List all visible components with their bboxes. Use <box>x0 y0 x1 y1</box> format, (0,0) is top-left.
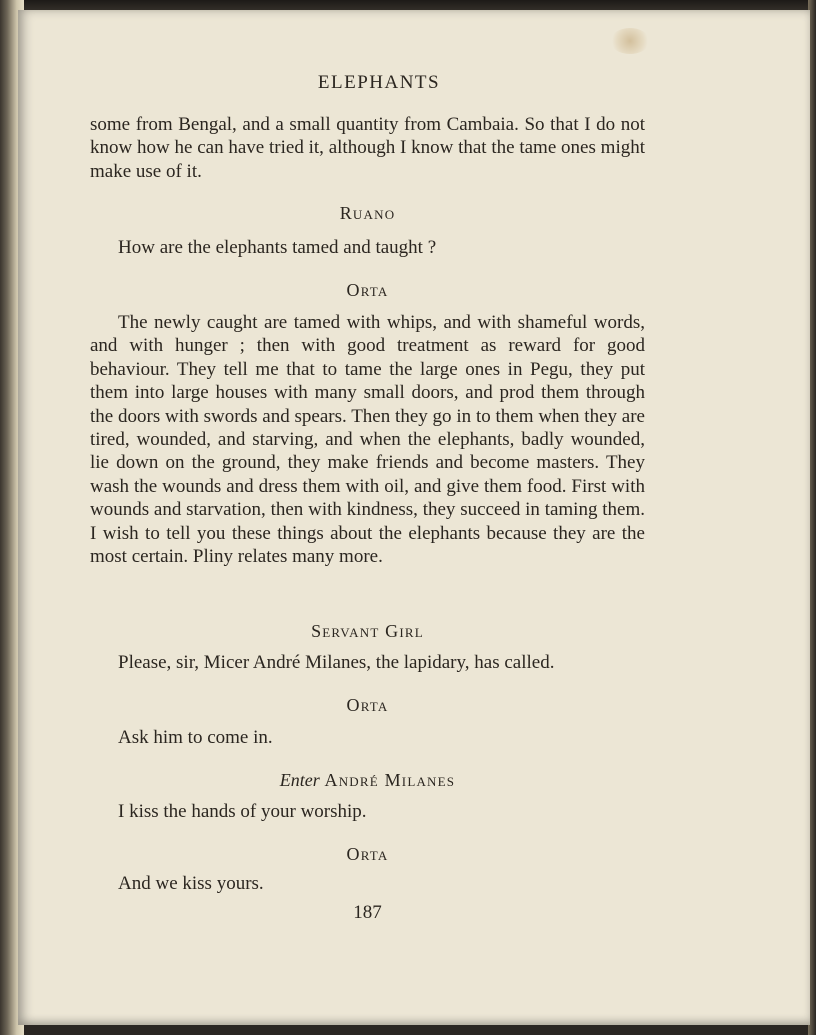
paragraph-question: How are the elephants tamed and taught ? <box>118 237 437 258</box>
paragraph-continuation: some from Bengal, and a small quantity from Cambaia. So that I do not know how he can have tried it, although I know that the tame ones might make use of it. <box>90 114 645 182</box>
speaker-heading-orta-2: Orta <box>346 695 389 715</box>
stage-direction-verb: Enter <box>279 770 320 790</box>
speaker-heading-orta: Orta <box>346 280 389 300</box>
paragraph-reply: And we kiss yours. <box>118 873 264 894</box>
paragraph-taming: The newly caught are tamed with whips, and with shameful words, and with hunger ; then with good treatment as reward for good behaviour. They tell me that to tame the large ones in Pegu, they put them into large houses with many small doors, and prod them through the doors with swords and spears. Then they go in to them when they are tired, wounded, and starving, and when the elephants, badly wounded, lie down on the ground, they make friends and become masters. They wash the wounds and dress them with oil, and give them food. First with wounds and starvation, then with kindness, they succeed in taming them. I wish to tell you these things about the elephants because they are the most certain. Pliny relates many more. <box>90 312 645 568</box>
paragraph-kiss: I kiss the hands of your worship. <box>118 801 367 822</box>
speaker-heading-ruano: Ruano <box>339 203 396 223</box>
paragraph-servant: Please, sir, Micer André Milanes, the lapidary, has called. <box>118 652 555 673</box>
speaker-heading-orta-3: Orta <box>346 844 389 864</box>
stage-direction <box>90 770 645 791</box>
speaker-heading-servant-girl: Servant Girl <box>311 621 424 641</box>
running-head: ELEPHANTS <box>317 72 441 93</box>
paragraph-ask: Ask him to come in. <box>118 727 273 748</box>
foxing-stain <box>610 28 650 54</box>
book-page <box>18 10 810 1025</box>
stage-direction-name: André Milanes <box>324 770 456 790</box>
page-number: 187 <box>353 902 382 923</box>
